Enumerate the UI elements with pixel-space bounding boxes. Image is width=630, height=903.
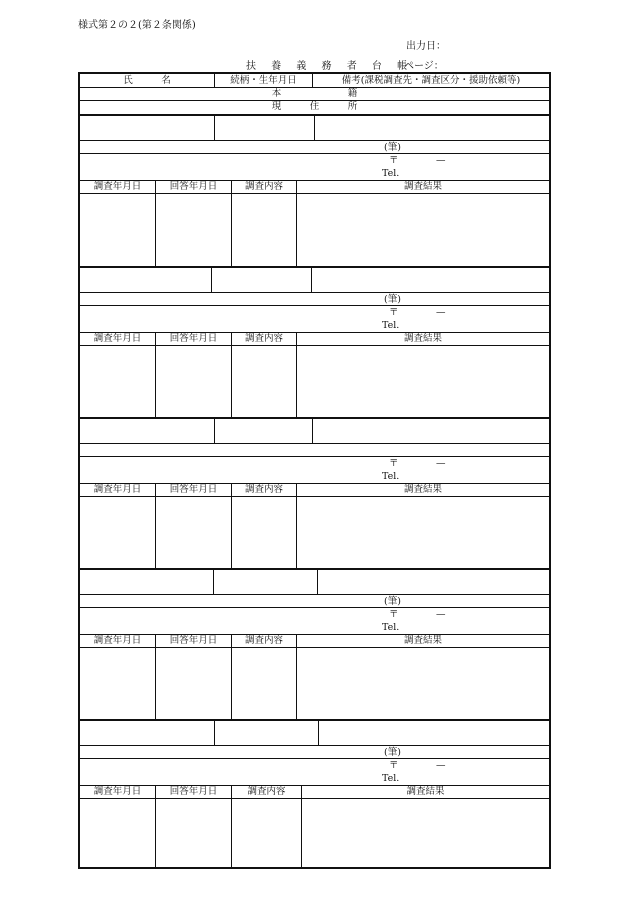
divider <box>80 140 549 141</box>
divider <box>80 719 549 721</box>
answer-date-header: 回答年月日 <box>169 635 218 646</box>
tel-label: Tel. <box>382 168 400 179</box>
survey-result-header: 調査結果 <box>403 484 442 495</box>
survey-result-header: 調査結果 <box>403 635 442 646</box>
divider <box>211 268 212 292</box>
tel-label: Tel. <box>382 320 400 331</box>
survey-date-header: 調査年月日 <box>93 484 142 495</box>
postal-dash: — <box>436 155 446 166</box>
divider <box>80 266 549 268</box>
tel-label: Tel. <box>382 773 400 784</box>
survey-date-header: 調査年月日 <box>93 333 142 344</box>
postal-dash: — <box>436 307 446 318</box>
postal-mark: 〒 <box>389 458 399 469</box>
page-label: ページ： <box>404 61 444 72</box>
domicile-hint: (筆) <box>384 294 401 305</box>
tel-label: Tel. <box>382 622 400 633</box>
survey-date-header: 調査年月日 <box>93 635 142 646</box>
tel-label: Tel. <box>382 471 400 482</box>
divider <box>80 153 549 154</box>
divider <box>312 419 313 443</box>
column-header-remarks: 備考(課税調査先・調査区分・援助依頼等) <box>341 75 521 86</box>
survey-result-header: 調査結果 <box>406 786 445 797</box>
postal-dash: — <box>436 458 446 469</box>
answer-date-header: 回答年月日 <box>169 333 218 344</box>
answer-date-header: 回答年月日 <box>169 786 218 797</box>
divider <box>80 345 549 346</box>
divider <box>80 798 549 799</box>
survey-content-header: 調査内容 <box>244 333 283 344</box>
divider <box>80 647 549 648</box>
form-number: 様式第２の２(第２条関係) <box>78 20 196 31</box>
survey-content-header: 調査内容 <box>244 635 283 646</box>
divider <box>213 570 214 594</box>
domicile-hint: (筆) <box>384 142 401 153</box>
document-title: 扶 養 義 務 者 台 帳 <box>246 61 414 72</box>
postal-dash: — <box>436 760 446 771</box>
divider <box>80 305 549 306</box>
divider <box>214 116 215 140</box>
postal-mark: 〒 <box>389 155 399 166</box>
postal-mark: 〒 <box>389 760 399 771</box>
divider <box>317 570 318 594</box>
divider <box>80 193 549 194</box>
survey-content-header: 調査内容 <box>244 181 283 192</box>
survey-result-header: 調査結果 <box>403 333 442 344</box>
divider <box>80 417 549 419</box>
domicile-hint: (筆) <box>384 596 401 607</box>
divider <box>80 456 549 457</box>
divider <box>80 607 549 608</box>
output-date-label: 出力日： <box>406 41 446 52</box>
divider <box>80 496 549 497</box>
column-header-relation-birthdate: 続柄・生年月日 <box>230 75 297 86</box>
divider <box>80 758 549 759</box>
divider <box>311 268 312 292</box>
dependent-obligor-register-table <box>78 72 551 869</box>
divider <box>80 292 549 293</box>
answer-date-header: 回答年月日 <box>169 484 218 495</box>
survey-content-header: 調査内容 <box>244 484 283 495</box>
divider <box>80 443 549 444</box>
divider <box>80 745 549 746</box>
postal-mark: 〒 <box>389 609 399 620</box>
domicile-hint: (筆) <box>384 747 401 758</box>
answer-date-header: 回答年月日 <box>169 181 218 192</box>
divider <box>214 419 215 443</box>
column-header-name: 氏 名 <box>123 75 171 86</box>
survey-date-header: 調査年月日 <box>93 181 142 192</box>
divider <box>80 594 549 595</box>
column-header-address: 現 住 所 <box>271 101 358 112</box>
survey-result-header: 調査結果 <box>403 181 442 192</box>
postal-mark: 〒 <box>389 307 399 318</box>
survey-content-header: 調査内容 <box>247 786 286 797</box>
postal-dash: — <box>436 609 446 620</box>
divider <box>214 721 215 745</box>
divider <box>318 721 319 745</box>
survey-date-header: 調査年月日 <box>93 786 142 797</box>
divider <box>80 568 549 570</box>
column-header-domicile: 本 籍 <box>271 88 358 99</box>
divider <box>314 116 315 140</box>
